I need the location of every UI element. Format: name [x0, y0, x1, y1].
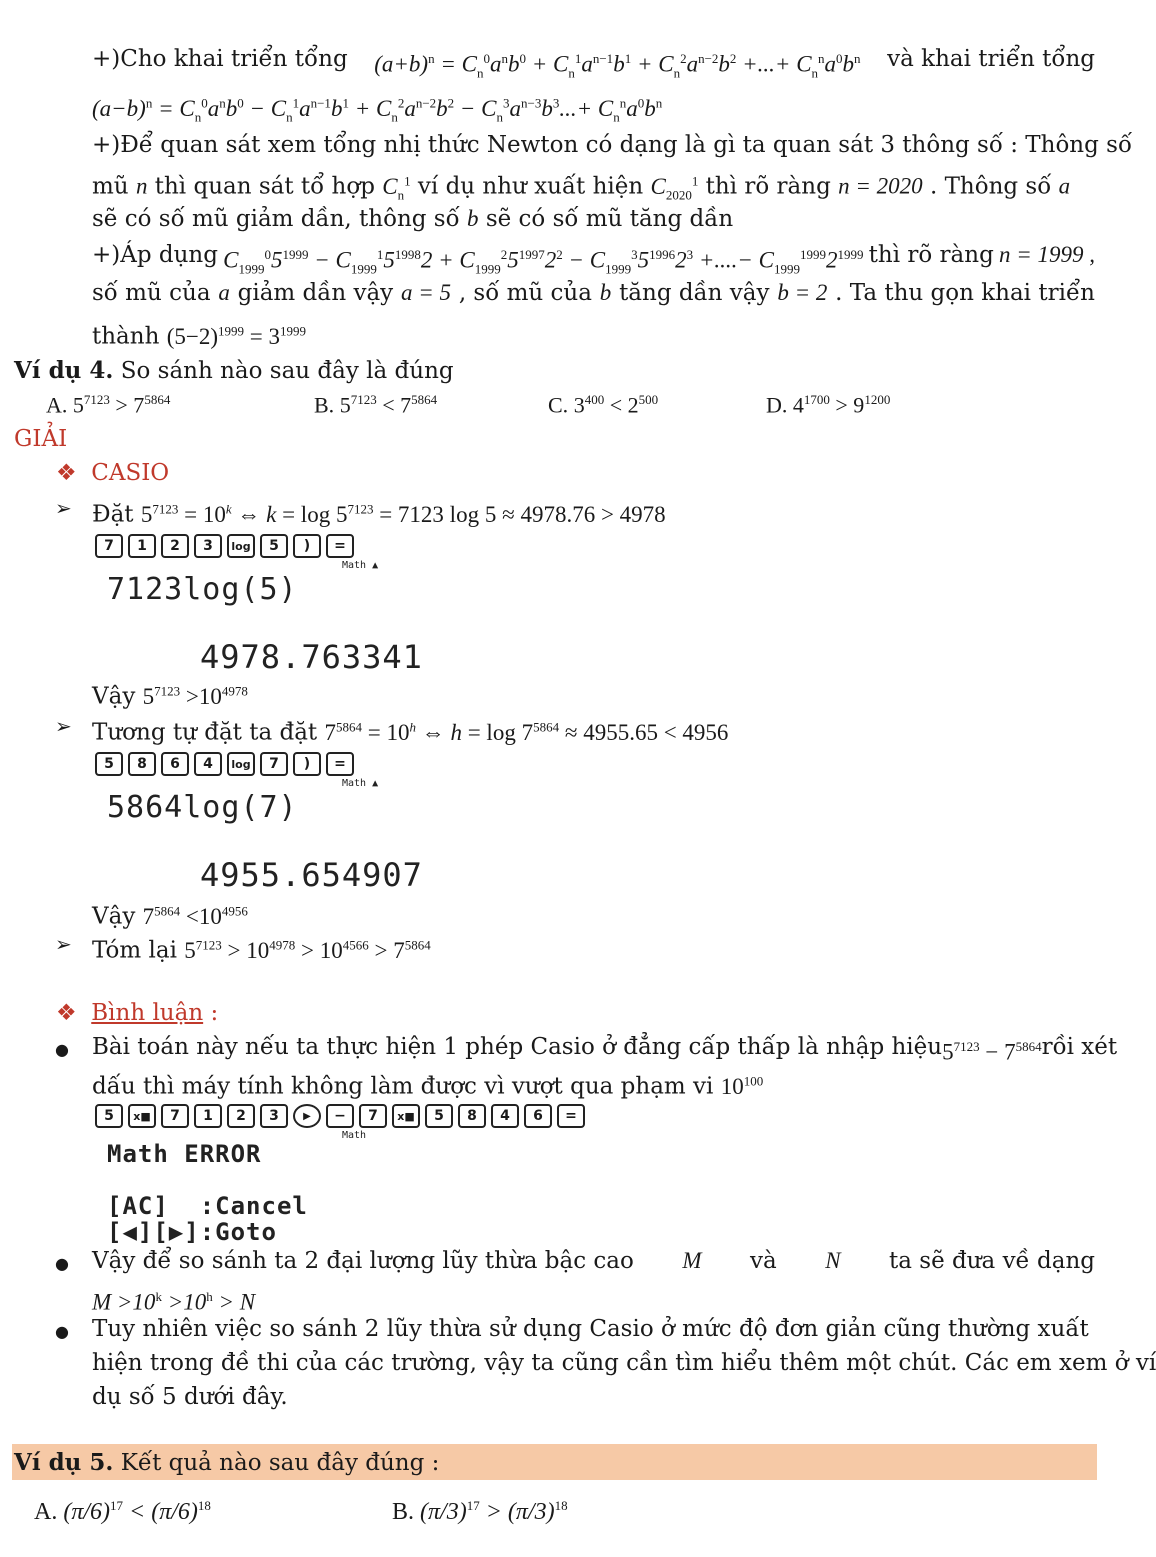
summary-formula: $5^{7123} > 10^{4978} > 10^{4566} > 7^{5864}$	[184, 937, 431, 963]
calc-error-title: Math ERROR	[107, 1140, 262, 1168]
intro-text: +)Áp dụng	[92, 242, 218, 268]
option-label: A.	[34, 1499, 58, 1525]
example-title: Ví dụ 5.	[14, 1449, 114, 1476]
bullet-dot-icon: ●	[55, 1322, 69, 1341]
math-a: a	[218, 280, 230, 305]
intro-text: số mũ của	[92, 280, 211, 306]
calc-key: 5	[95, 1104, 123, 1128]
keypad-sequence-2	[95, 752, 354, 776]
option-label: B.	[314, 392, 335, 418]
arrow-bullet-icon: ➢	[55, 932, 72, 956]
math-a: a	[1058, 173, 1071, 199]
math-n-2020: n = 2020	[838, 173, 923, 199]
binomial-sum-formula: $(a+b)^n = C_n^0a^nb^0 + C_n^1a^{n-1}b^1 + C_n^2a^{n-2}b^2$ +...+ $C_n^na^0b^n$	[374, 51, 861, 81]
solution-heading: GIẢI	[14, 426, 68, 452]
diamond-bullet-icon: ❖	[56, 460, 77, 486]
math-mode-indicator: Math ▲	[342, 778, 379, 789]
option-label: C.	[548, 392, 569, 418]
calc-key-equals: =	[557, 1104, 585, 1128]
calc-error-cancel: [AC] :Cancel	[107, 1192, 308, 1220]
example-question: Kết quả nào sau đây đúng :	[120, 1450, 440, 1476]
calc-key: 3	[260, 1104, 288, 1128]
intro-line-8	[92, 316, 306, 352]
commentary-1b	[92, 1066, 763, 1102]
math-result: $(5-2)^{1999} = 3^{1999}$	[166, 323, 306, 349]
option-d: D. $4^{1700} > 9^{1200}$	[766, 392, 891, 418]
calc-key: 2	[161, 534, 189, 558]
math-a-5: a = 5	[400, 280, 452, 305]
calc-screen-expression: 7123log(5)	[107, 572, 298, 607]
keypad-sequence-3	[95, 1104, 585, 1128]
calc-key: 7	[95, 534, 123, 558]
math-mode-indicator: Math ▲	[342, 560, 379, 571]
commentary-2	[92, 1246, 1095, 1276]
step-text: Vậy	[92, 683, 136, 710]
math-apply-sum: $C_{1999}^05^{1999} - C_{1999}^15^{1998}2 + C_{1999}^25^{1997}2^2 - C_{1999}^35^{1996}2^3$ +....− $C_{1999}^{1999}2^{1999}$	[223, 247, 864, 277]
conclusion-2	[92, 896, 248, 932]
calc-error-goto: [◀][▶]:Goto	[107, 1218, 277, 1246]
commentary-text: rồi xét	[1041, 1034, 1118, 1060]
example-5-option-a	[34, 1498, 211, 1526]
calc-key: 3	[194, 534, 222, 558]
calc-key: )	[293, 752, 321, 776]
calc-key: 2	[227, 1104, 255, 1128]
intro-text: thì rõ ràng	[868, 242, 994, 268]
conclusion-1	[92, 676, 248, 712]
math-mode-indicator: Math	[342, 1130, 367, 1141]
calc-key-minus: −	[326, 1104, 354, 1128]
arrow-bullet-icon: ➢	[55, 714, 72, 738]
calc-key: 7	[161, 1104, 189, 1128]
option-label: B.	[392, 1499, 415, 1525]
commentary-colon: :	[210, 1000, 219, 1026]
step-text: Đặt	[92, 501, 134, 528]
calc-key-equals: =	[326, 534, 354, 558]
intro-text: thành	[92, 323, 160, 350]
intro-text: thì quan sát tổ hợp	[154, 173, 375, 200]
calc-key: 8	[458, 1104, 486, 1128]
math-n: n	[135, 173, 148, 199]
example-4-heading	[14, 356, 454, 386]
step-text: Tóm lại	[92, 937, 177, 964]
commentary-text: Vậy để so sánh ta 2 đại lượng lũy thừa bậc cao	[92, 1248, 634, 1274]
calc-key: 5	[260, 534, 288, 558]
math-n-1999: n = 1999 ,	[998, 242, 1095, 267]
calc-key-right-arrow: ▶	[293, 1104, 321, 1128]
math-c2020: $C_{2020}^1$	[650, 173, 699, 203]
intro-line-3: +)Để quan sát xem tổng nhị thức Newton có dạng là gì ta quan sát 3 thông số : Thông số	[92, 132, 1133, 158]
commentary-text: dấu thì máy tính không làm được vì vượt qua phạm vi	[92, 1073, 714, 1100]
diamond-bullet-icon: ❖	[56, 1000, 77, 1026]
example-5-heading	[14, 1448, 439, 1478]
intro-text: +)Cho khai triển tổng	[92, 46, 348, 72]
step-1-formula: $5^{7123} = 10^k$ ⇔ $k = \log 5^{7123} = 7123$ log 5 ≈ 4978.76 > 4978	[140, 501, 666, 527]
commentary-heading	[56, 998, 218, 1028]
commentary-1	[92, 1032, 1118, 1068]
math-b: b	[599, 280, 612, 305]
calc-key: 4	[491, 1104, 519, 1128]
commentary-text: và	[749, 1248, 777, 1274]
binomial-diff-formula: $(a-b)^n = C_n^0a^nb^0 - C_n^1a^{n-1}b^1 + C_n^2a^{n-2}b^2 - C_n^3a^{n-3}b^3...+ C_n^na^0b^n$	[92, 95, 663, 125]
option-b-formula: $(\pi/3)^{17} > (\pi/3)^{18}$	[420, 1498, 568, 1525]
intro-text: , số mũ của	[458, 280, 592, 306]
keypad-sequence-1	[95, 534, 354, 558]
calc-key: 5	[95, 752, 123, 776]
commentary-text: ta sẽ đưa về dạng	[889, 1248, 1095, 1274]
step-1	[92, 494, 666, 530]
option-a-formula: $(\pi/6)^{17} < (\pi/6)^{18}$	[63, 1498, 211, 1525]
intro-text: và khai triển tổng	[887, 46, 1095, 72]
casio-heading	[56, 458, 169, 488]
intro-line-7	[92, 278, 1095, 308]
example-question: So sánh nào sau đây là đúng	[120, 358, 454, 384]
bullet-dot-icon: ●	[55, 1040, 69, 1059]
step-2	[92, 712, 728, 748]
math-cn1: $C_n^1$	[382, 173, 411, 203]
calc-key-power: x■	[392, 1104, 420, 1128]
conclusion-1-formula: $5^{7123} >10^{4978}$	[142, 683, 248, 709]
calc-key: 4	[194, 752, 222, 776]
option-label: D.	[766, 392, 788, 418]
math-M: M	[682, 1248, 702, 1273]
intro-text: mũ	[92, 173, 129, 200]
calc-key-equals: =	[326, 752, 354, 776]
calc-key: 5	[425, 1104, 453, 1128]
step-text: Tương tự đặt ta đặt	[92, 719, 318, 746]
intro-text: sẽ có số mũ giảm dần, thông số	[92, 206, 460, 232]
difference-formula: $5^{7123} - 7^{5864}$	[942, 1039, 1042, 1065]
intro-text: giảm dần vậy	[237, 280, 394, 306]
calc-key: 6	[524, 1104, 552, 1128]
intro-text: . Thông số	[929, 173, 1052, 200]
calc-key-power: x■	[128, 1104, 156, 1128]
math-b-2: b = 2	[777, 280, 828, 305]
example-5-option-b	[392, 1498, 568, 1526]
commentary-title: Bình luận	[91, 1000, 204, 1026]
commentary-3a: Tuy nhiên việc so sánh 2 lũy thừa sử dụng Casio ở mức độ đơn giản cũng thường xuất	[92, 1316, 1089, 1342]
intro-line-1	[92, 44, 1095, 88]
intro-text: thì rõ ràng	[705, 173, 831, 200]
intro-text: ví dụ như xuất hiện	[417, 173, 644, 200]
arrow-bullet-icon: ➢	[55, 496, 72, 520]
casio-label: CASIO	[91, 460, 170, 486]
option-b: B. $5^{7123} < 7^{5864}$	[314, 392, 438, 418]
calc-key: 6	[161, 752, 189, 776]
intro-line-5	[92, 204, 733, 234]
calc-key-log: log	[227, 752, 255, 776]
calc-key: 7	[260, 752, 288, 776]
commentary-3c: dụ số 5 dưới đây.	[92, 1384, 288, 1410]
chain-formula: $M >10^k >10^h > N$	[92, 1289, 256, 1315]
option-c: C. $3^{400} < 2^{500}$	[548, 392, 659, 418]
calc-key: 8	[128, 752, 156, 776]
calc-key-log: log	[227, 534, 255, 558]
math-b: b	[467, 206, 479, 231]
calc-screen-result: 4978.763341	[200, 638, 423, 676]
example-title: Ví dụ 4.	[14, 357, 114, 384]
calc-key: 7	[359, 1104, 387, 1128]
calc-screen-result: 4955.654907	[200, 856, 423, 894]
summary	[92, 930, 431, 966]
intro-text: . Ta thu gọn khai triển	[835, 280, 1095, 306]
step-2-formula: $7^{5864} = 10^h$ ⇔ $h = \log 7^{5864} \approx 4955.65 < 4956$	[324, 719, 729, 745]
intro-text: sẽ có số mũ tăng dần	[485, 206, 734, 232]
commentary-text: Bài toán này nếu ta thực hiện 1 phép Casio ở đẳng cấp thấp là nhập hiệu	[92, 1034, 943, 1060]
intro-text: tăng dần vậy	[619, 280, 770, 306]
math-N: N	[825, 1248, 841, 1273]
calc-key: )	[293, 534, 321, 558]
bullet-dot-icon: ●	[55, 1254, 69, 1273]
step-text: Vậy	[92, 903, 136, 930]
calc-key: 1	[128, 534, 156, 558]
option-label: A.	[46, 392, 68, 418]
conclusion-2-formula: $7^{5864} <10^{4956}$	[142, 903, 248, 929]
limit-formula: $10^{100}$	[720, 1073, 764, 1099]
calc-screen-expression: 5864log(7)	[107, 790, 298, 825]
intro-line-2	[92, 88, 662, 132]
commentary-3b: hiện trong đề thi của các trường, vậy ta cũng cần tìm hiểu thêm một chút. Các em xem ở ví	[92, 1350, 1156, 1376]
option-a: A. $5^{7123} > 7^{5864}$	[46, 392, 171, 418]
calc-key: 1	[194, 1104, 222, 1128]
